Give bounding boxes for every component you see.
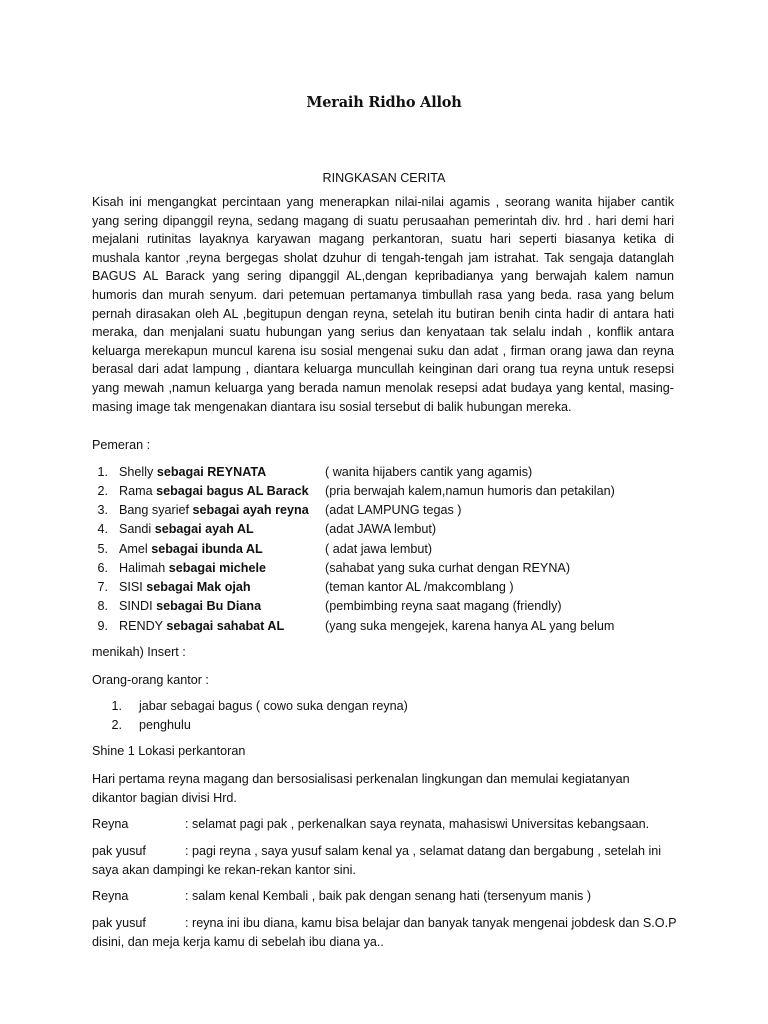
cast-item [92, 617, 692, 636]
document-title: Meraih Ridho Alloh [306, 94, 462, 111]
actor-role: sebagai REYNATA [156, 465, 267, 479]
actor-role: sebagai michele [168, 561, 267, 575]
actor-role: sebagai Bu Diana [156, 599, 262, 613]
cast-number: 6. [97, 561, 108, 575]
cast-description: (pria berwajah kalem,namun humoris dan petakilan) [325, 484, 615, 498]
actor-name: SINDI [119, 599, 157, 613]
dialogue-line [92, 887, 682, 906]
actor-name: SISI [119, 580, 147, 594]
cast-description: (teman kantor AL /makcomblang ) [325, 580, 514, 594]
cast-item [92, 463, 692, 482]
actor-role: sebagai ayah reyna [192, 503, 309, 517]
cast-number: 9. [97, 619, 108, 633]
cast-number: 7. [97, 580, 108, 594]
office-text: jabar sebagai bagus ( cowo suka dengan reyna) [139, 699, 408, 713]
section-heading: RINGKASAN CERITA [322, 171, 446, 185]
actor-role: sebagai sahabat AL [166, 619, 285, 633]
cast-actor [119, 578, 251, 597]
dialogue-text: : pagi reyna , saya yusuf salam kenal ya , selamat datang dan bergabung , setelah ini saya akan dampingi ke rekan-rekan kantor sini. [92, 844, 662, 877]
dialogue-speaker: Reyna [92, 817, 129, 831]
cast-actor [119, 597, 261, 616]
actor-name: Sandi [119, 522, 155, 536]
cast-description: (sahabat yang suka curhat dengan REYNA) [325, 561, 571, 575]
cast-item [92, 501, 692, 520]
cast-description: ( wanita hijabers cantik yang agamis) [325, 465, 533, 479]
cast-actor [119, 463, 266, 482]
actor-name: RENDY [119, 619, 167, 633]
cast-actor [119, 617, 284, 636]
dialogue-speaker: Reyna [92, 889, 129, 903]
cast-actor [119, 540, 263, 559]
cast-actor [119, 559, 266, 578]
cast-continued: menikah) Insert : [92, 645, 186, 659]
dialogue-line [92, 914, 682, 951]
actor-role: sebagai Mak ojah [146, 580, 251, 594]
actor-name: Bang syarief [119, 503, 193, 517]
cast-item [92, 482, 692, 501]
cast-label: Pemeran : [92, 438, 151, 452]
dialogue-text: : salam kenal Kembali , baik pak dengan senang hati (tersenyum manis ) [185, 889, 592, 903]
cast-item [92, 559, 692, 578]
office-text: penghulu [139, 718, 191, 732]
actor-name: Halimah [119, 561, 169, 575]
office-label: Orang-orang kantor : [92, 673, 209, 687]
cast-item [92, 597, 692, 616]
actor-role: sebagai ibunda AL [151, 542, 263, 556]
cast-description: (pembimbing reyna saat magang (friendly) [325, 599, 562, 613]
cast-actor [119, 520, 254, 539]
dialogue-text: : reyna ini ibu diana, kamu bisa belajar dan banyak tanyak mengenai jobdesk dan S.O.P disini, dan meja kerja kamu di sebelah ibu diana ya.. [92, 916, 677, 949]
dialogue-speaker: pak yusuf [92, 916, 146, 930]
cast-number: 8. [97, 599, 108, 613]
actor-name: Shelly [119, 465, 157, 479]
scene-title: Shine 1 Lokasi perkantoran [92, 744, 246, 758]
cast-number: 1. [97, 465, 108, 479]
cast-description: (yang suka mengejek, karena hanya AL yang belum [325, 619, 615, 633]
cast-actor [119, 482, 309, 501]
actor-name: Amel [119, 542, 152, 556]
cast-item [92, 520, 692, 539]
cast-number: 5. [97, 542, 108, 556]
dialogue-line [92, 815, 682, 834]
cast-number: 2. [97, 484, 108, 498]
cast-description: ( adat jawa lembut) [325, 542, 433, 556]
actor-role: sebagai bagus AL Barack [156, 484, 309, 498]
cast-description: (adat LAMPUNG tegas ) [325, 503, 462, 517]
story-summary: Kisah ini mengangkat percintaan yang menerapkan nilai-nilai agamis , seorang wanita hijaber cantik yang sering dipanggil reyna, sedang magang di suatu perusaahan pemerintah div. hrd . hari demi hari mejalani rutinitas layaknya karyawan magang perkantoran, suatu hari seperti biasanya ketika di mushala kantor ,reyna bergegas sholat dzuhur di tengah-tengah jam istrahat. Tak sengaja datanglah BAGUS AL Barack yang sering dipanggil AL,dengan kepribadianya yang berwajah kalem namun humoris dan murah senyum. dari petemuan pertamanya timbullah rasa yang beda. rasa yang belum pernah dirasakan oleh AL ,begitupun dengan reyna, setelah itu butiran benih cinta hadir di antara hati meraka, dan menjalani suatu hubungan yang serius dan kenyataan tak selalu indah , konflik antara keluarga merekapun muncul karena isu sosial mengenai suku dan adat , firman orang jawa dan reyna berasal dari adat lampung , diantara keluarga muncullah keinginan dari orang tua reyna untuk resepsi yang mewah ,namun keluarga yang berada namun menolak resepsi adat budaya yang kental, masing- masing image tak mengenakan diantara isu sosial tersebut di balik hubungan mereka. [92, 195, 674, 414]
actor-role: sebagai ayah AL [154, 522, 254, 536]
cast-number: 3. [97, 503, 108, 517]
dialogue-speaker: pak yusuf [92, 844, 146, 858]
scene-intro: Hari pertama reyna magang dan bersosialisasi perkenalan lingkungan dan memulai kegiatanyan dikantor bagian divisi Hrd. [92, 772, 630, 805]
office-number: 1. [111, 699, 122, 713]
actor-name: Rama [119, 484, 157, 498]
dialogue-text: : selamat pagi pak , perkenalkan saya reynata, mahasiswi Universitas kebangsaan. [185, 817, 650, 831]
cast-number: 4. [97, 522, 108, 536]
cast-description: (adat JAWA lembut) [325, 522, 437, 536]
office-number: 2. [111, 718, 122, 732]
cast-actor [119, 501, 309, 520]
cast-item [92, 578, 692, 597]
cast-item [92, 540, 692, 559]
dialogue-line [92, 842, 682, 879]
